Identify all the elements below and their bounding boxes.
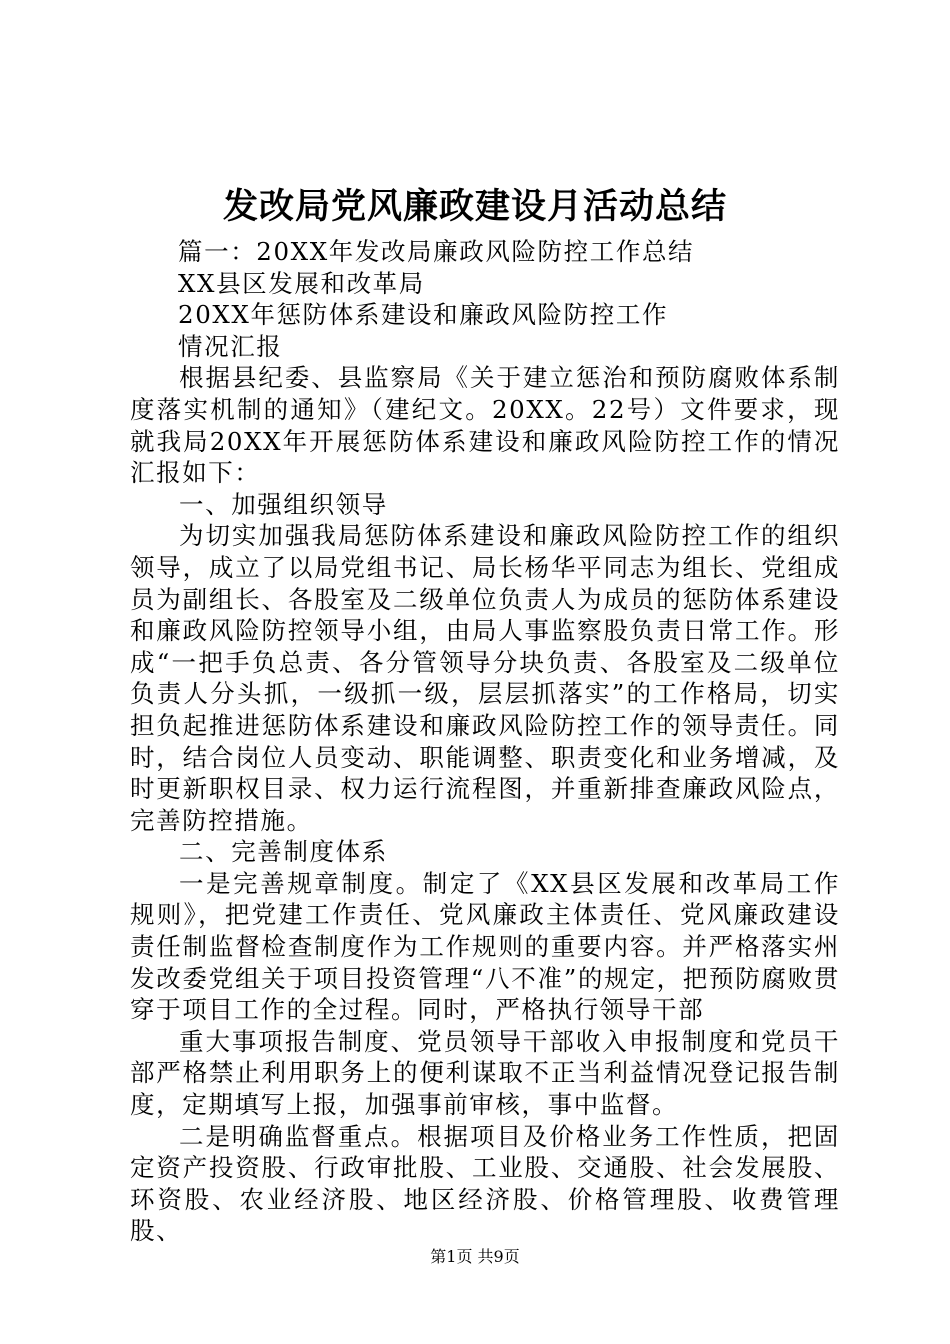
paragraph-supervision: 二是明确监督重点。根据项目及价格业务工作性质，把固定资产投资股、行政审批股、工业股、交通股、社会发展股、环资股、农业经济股、地区经济股、价格管理股、收费管理股、 — [130, 1121, 840, 1246]
subtitle-line: 篇一：20XX年发改局廉政风险防控工作总结 — [178, 237, 695, 266]
paragraph-intro: 根据县纪委、县监察局《关于建立惩治和预防腐败体系制度落实机制的通知》（建纪文。20XX。22号）文件要求，现就我局20XX年开展惩防体系建设和廉政风险防控工作的情况汇报如下： — [130, 363, 840, 488]
section-heading-2: 二、完善制度体系 — [179, 837, 388, 867]
document-title: 发改局党风廉政建设月活动总结 — [222, 186, 727, 227]
page-footer: 第1页 共9页 — [430, 1247, 520, 1266]
paragraph-reporting: 重大事项报告制度、党员领导干部收入申报制度和党员干部严格禁止利用职务上的便利谋取不正当利益情况登记报告制度，定期填写上报，加强事前审核，事中监督。 — [130, 1026, 840, 1120]
document-body — [130, 236, 840, 1247]
organization-line: XX县区发展和改革局 — [178, 268, 425, 298]
paragraph-organization: 为切实加强我局惩防体系建设和廉政风险防控工作的组织领导，成立了以局党组书记、局长杨华平同志为组长、党组成员为副组长、各股室及二级单位负责人为成员的惩防体系建设和廉政风险防控领导小组，由局人事监察股负责日常工作。形成“一把手负总责、各分管领导分块负责、各股室及二级单位负责人分头抓，一级抓一级，层层抓落实”的工作格局，切实担负起推进惩防体系建设和廉政风险防控工作的领导责任。同时，结合岗位人员变动、职能调整、职责变化和业务增减，及时更新职权目录、权力运行流程图，并重新排查廉政风险点，完善防控措施。 — [130, 521, 840, 835]
report-heading-line-2: 情况汇报 — [178, 331, 283, 361]
report-heading-line: 20XX年惩防体系建设和廉政风险防控工作 — [178, 300, 669, 330]
paragraph-rules: 一是完善规章制度。制定了《XX县区发展和改革局工作规则》，把党建工作责任、党风廉政主体责任、党风廉政建设责任制监督检查制度作为工作规则的重要内容。并严格落实州发改委党组关于项目投资管理“八不准”的规定，把预防腐败贯穿于项目工作的全过程。同时，严格执行领导干部 — [130, 868, 840, 1025]
section-heading-1: 一、加强组织领导 — [179, 489, 388, 519]
